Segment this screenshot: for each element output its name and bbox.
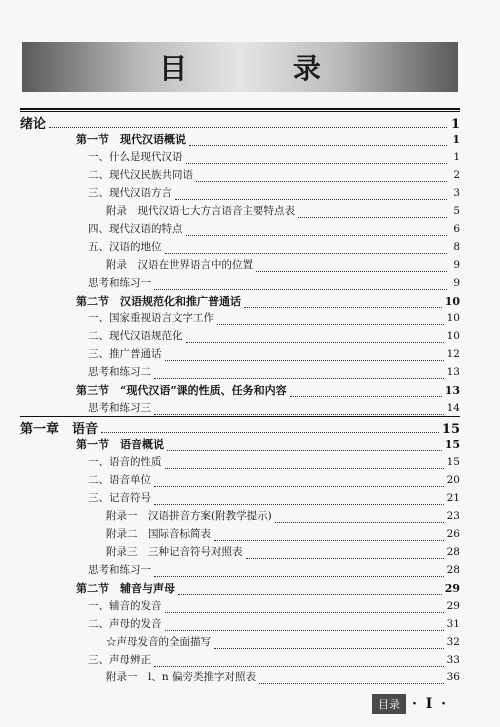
- toc-label: 四、现代汉语的特点: [88, 222, 183, 235]
- toc-label: 一、语音的性质: [88, 456, 162, 469]
- toc-page-number: 8: [453, 240, 460, 253]
- toc-page-number: 1: [452, 132, 460, 146]
- dot-leader: [290, 390, 442, 397]
- toc-label: 三、记音符号: [88, 491, 151, 504]
- toc-label: 第二节 汉语规范化和推广普通话: [76, 294, 241, 308]
- toc-page-number: 10: [446, 330, 460, 343]
- dot-leader: [49, 121, 447, 128]
- toc-label: 三、声母辨正: [88, 653, 151, 666]
- toc-page-number: 33: [446, 653, 460, 666]
- toc-label: 附录一 l、n 偏旁类推字对照表: [106, 671, 256, 684]
- toc-section[interactable]: [76, 293, 460, 312]
- toc-page-number: 15: [446, 456, 460, 469]
- dot-leader: [165, 606, 444, 613]
- footer-page-number: · I ·: [412, 696, 449, 712]
- toc-label: 附录 现代汉语七大方言语音主要特点表: [106, 204, 295, 217]
- toc-page-number: 10: [446, 312, 460, 325]
- dot-leader: [186, 336, 444, 343]
- toc-entry[interactable]: [88, 454, 460, 473]
- toc-chapter[interactable]: [20, 418, 460, 437]
- page-footer: [372, 694, 448, 714]
- toc-label: 思考和练习一: [88, 563, 151, 576]
- toc-page-number: 29: [444, 581, 460, 595]
- dot-leader: [154, 570, 444, 577]
- toc-label: 第一节 现代汉语概说: [76, 132, 186, 146]
- toc-page-number: 28: [446, 563, 460, 576]
- dot-leader: [298, 211, 447, 218]
- toc-page-number: 9: [453, 258, 460, 271]
- toc-entry[interactable]: [88, 364, 460, 383]
- toc-entry[interactable]: [88, 616, 460, 635]
- toc-label: 思考和练习二: [88, 366, 151, 379]
- toc-entry[interactable]: [88, 562, 460, 581]
- toc-page-number: 31: [446, 617, 460, 630]
- toc-page-number: 29: [446, 599, 460, 612]
- dot-leader: [154, 283, 447, 290]
- toc-page-number: 36: [446, 671, 460, 684]
- dot-leader: [256, 265, 447, 272]
- toc-entry[interactable]: [88, 167, 460, 186]
- toc-label: 五、汉语的地位: [88, 240, 162, 253]
- toc-page-number: 32: [446, 635, 460, 648]
- dot-leader: [259, 677, 444, 684]
- toc-page-number: 13: [446, 366, 460, 379]
- dot-leader: [165, 354, 444, 361]
- toc-label: 二、现代汉语规范化: [88, 330, 183, 343]
- toc-label: 二、语音单位: [88, 474, 151, 486]
- toc-label: 绪论: [20, 117, 47, 132]
- toc-entry[interactable]: [106, 257, 460, 276]
- toc-page-number: 5: [453, 204, 460, 217]
- dot-leader: [165, 247, 448, 254]
- toc-page-number: 10: [444, 294, 460, 308]
- toc-label: 三、现代汉语方言: [88, 186, 172, 199]
- toc-label: 一、国家重视语言文字工作: [88, 312, 214, 325]
- footer-section-label: 目录: [372, 694, 406, 714]
- page-title: 目 录: [159, 52, 369, 85]
- toc-entry[interactable]: [88, 275, 460, 294]
- toc-entry[interactable]: [106, 508, 460, 527]
- toc-entry[interactable]: [106, 526, 460, 545]
- toc-label: 第一章 语音: [20, 422, 99, 438]
- toc-section[interactable]: [76, 436, 460, 455]
- toc-entry[interactable]: [88, 185, 460, 204]
- toc-label: 附录三 三种记音符号对照表: [106, 545, 243, 558]
- toc-entry[interactable]: [106, 669, 460, 688]
- toc-section[interactable]: [76, 131, 460, 150]
- toc-label: 一、什么是现代汉语: [88, 150, 183, 163]
- toc-page-number: 23: [446, 509, 460, 522]
- dot-leader: [154, 372, 444, 379]
- toc-entry[interactable]: [88, 472, 460, 491]
- toc-page-number: 21: [446, 491, 460, 504]
- dot-leader: [165, 462, 444, 469]
- toc-page-number: 6: [453, 222, 460, 235]
- toc-page-number: 28: [446, 545, 460, 558]
- toc-label: 附录一 汉语拼音方案(附教学提示): [106, 509, 272, 522]
- top-rule: [20, 108, 460, 110]
- title-banner: [22, 42, 458, 92]
- toc-page-number: 1: [453, 150, 460, 163]
- toc-page-number: 26: [446, 527, 460, 540]
- toc-label: 二、现代汉民族共同语: [88, 168, 193, 181]
- toc-page-number: 2: [453, 168, 460, 181]
- dot-leader: [178, 588, 442, 595]
- toc-entry[interactable]: [88, 328, 460, 347]
- toc-entry[interactable]: [106, 203, 460, 222]
- dot-leader: [154, 480, 444, 487]
- toc-entry[interactable]: [88, 239, 460, 258]
- dot-leader: [217, 318, 444, 325]
- toc-label: ☆声母发音的全面描写: [106, 635, 211, 648]
- dot-leader: [214, 534, 444, 541]
- toc-entry[interactable]: [88, 346, 460, 365]
- toc-label: 第三节 “现代汉语”课的性质、任务和内容: [76, 384, 287, 398]
- toc-entry[interactable]: [106, 544, 460, 563]
- toc-label: 第一节 语音概说: [76, 438, 164, 452]
- toc-page-number: 14: [446, 402, 460, 415]
- toc-page-number: 15: [444, 438, 460, 452]
- dot-leader: [246, 552, 444, 559]
- toc-label: 三、推广普通话: [88, 348, 162, 361]
- dot-leader: [244, 301, 442, 308]
- dot-leader: [167, 444, 442, 451]
- toc-entry[interactable]: [88, 598, 460, 617]
- dot-leader: [186, 157, 448, 164]
- toc-section[interactable]: [76, 580, 460, 599]
- toc-label: 第二节 辅音与声母: [76, 581, 175, 595]
- toc-entry[interactable]: [88, 221, 460, 240]
- chapter-divider: [20, 416, 460, 417]
- toc-label: 思考和练习一: [88, 276, 151, 289]
- toc-entry[interactable]: [88, 149, 460, 168]
- dot-leader: [275, 516, 444, 523]
- toc-page-number: 1: [450, 117, 460, 132]
- toc-label: 思考和练习三: [88, 402, 151, 415]
- toc-page-number: 13: [444, 384, 460, 398]
- dot-leader: [101, 426, 439, 433]
- dot-leader: [189, 139, 447, 146]
- dot-leader: [186, 229, 448, 236]
- toc-entry[interactable]: [88, 490, 460, 509]
- dot-leader: [154, 408, 444, 415]
- toc-label: 一、辅音的发音: [88, 599, 162, 612]
- dot-leader: [175, 193, 447, 200]
- toc-chapter[interactable]: [20, 113, 460, 132]
- toc-page-number: 12: [446, 348, 460, 361]
- toc-entry[interactable]: [88, 310, 460, 329]
- toc-entry[interactable]: [88, 652, 460, 671]
- dot-leader: [214, 642, 444, 649]
- toc-page-number: 9: [453, 276, 460, 289]
- toc-entry[interactable]: [106, 634, 460, 653]
- dot-leader: [196, 175, 447, 182]
- dot-leader: [154, 660, 444, 667]
- toc-page-number: 15: [441, 422, 460, 438]
- toc-section[interactable]: [76, 382, 460, 401]
- toc-label: 二、声母的发音: [88, 617, 162, 630]
- toc-page-number: 3: [453, 186, 460, 199]
- toc-label: 附录二 国际音标简表: [106, 527, 211, 540]
- dot-leader: [165, 624, 444, 631]
- top-rule-thin: [20, 111, 460, 112]
- dot-leader: [154, 498, 444, 505]
- toc-label: 附录 汉语在世界语言中的位置: [106, 258, 253, 271]
- toc-page-number: 20: [446, 474, 460, 486]
